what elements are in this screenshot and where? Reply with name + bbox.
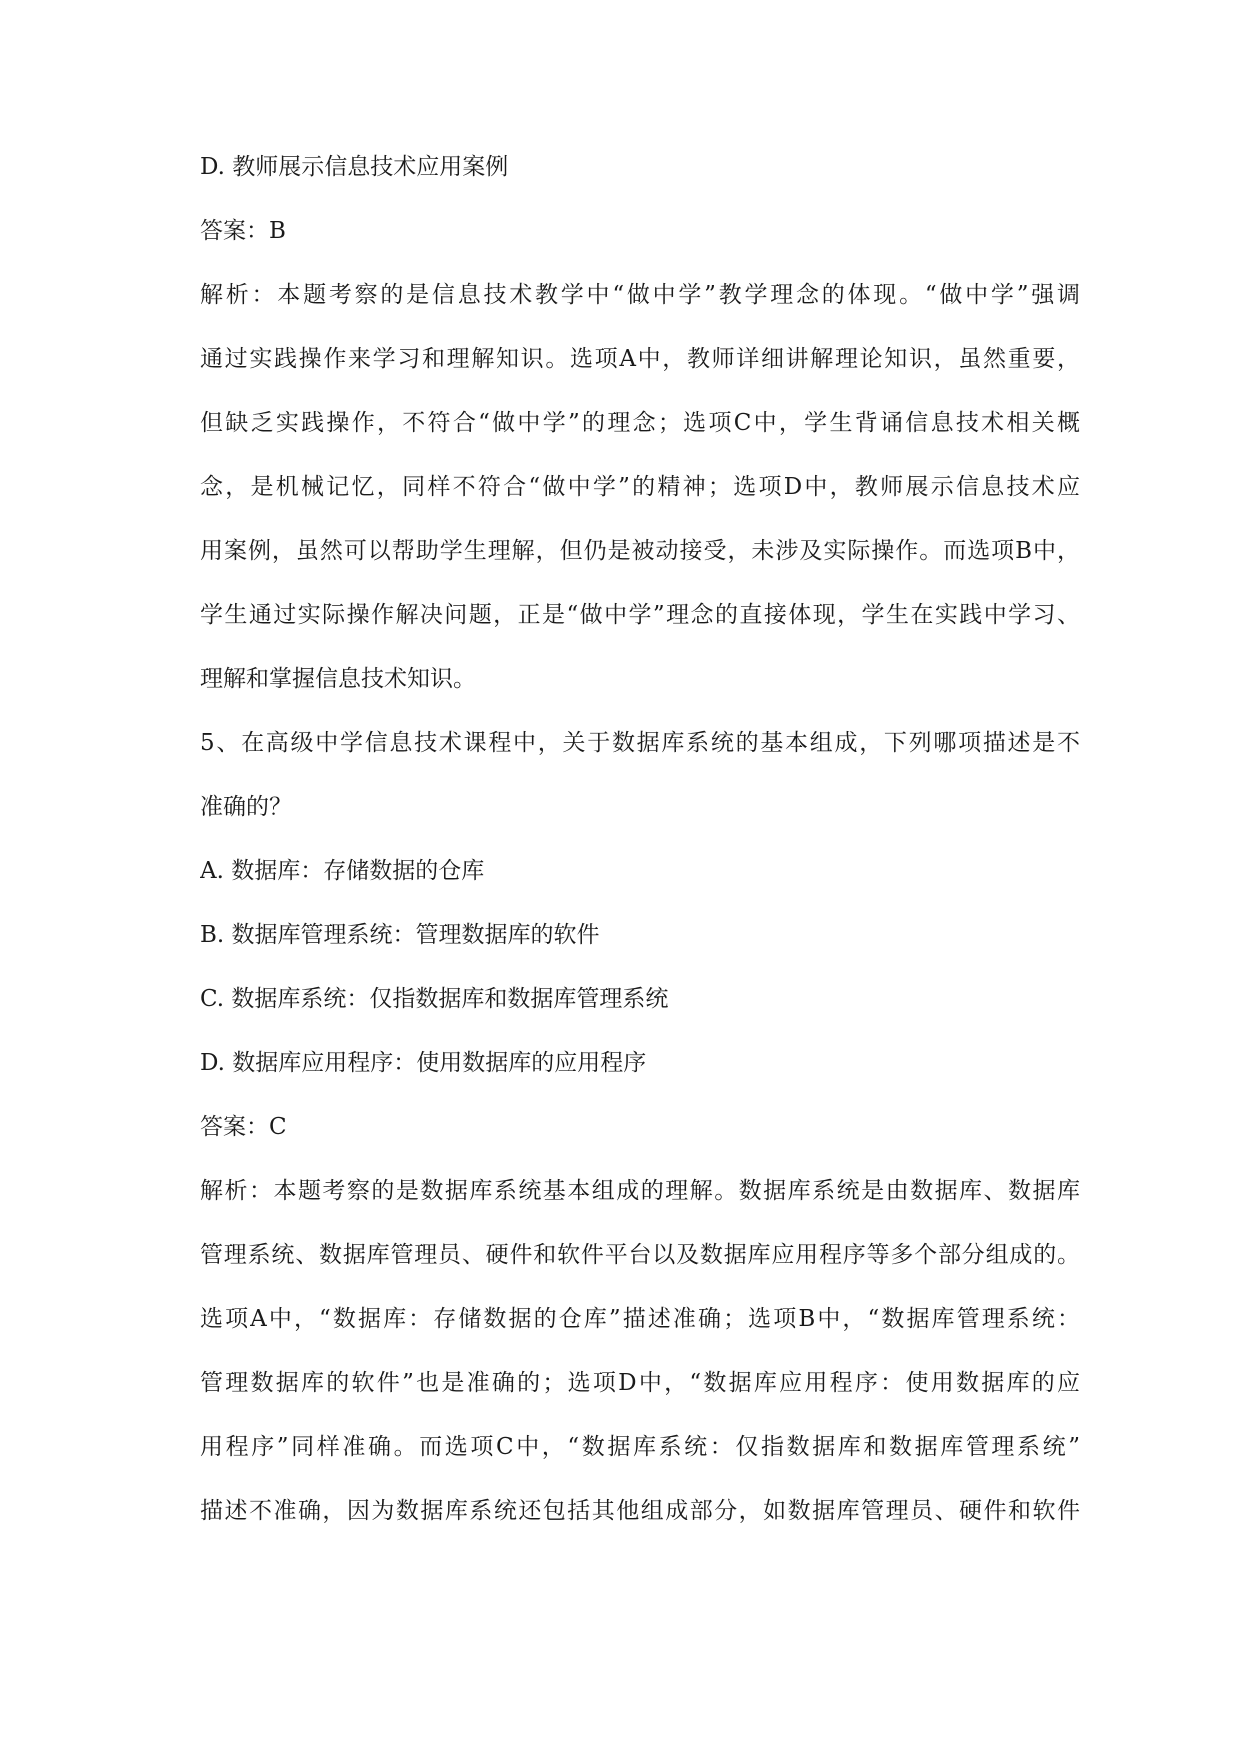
analysis-paragraph-line: 用案例，虽然可以帮助学生理解，但仍是被动接受，未涉及实际操作。而选项B中， xyxy=(200,538,1080,564)
option-d-line: D. 数据库应用程序：使用数据库的应用程序 xyxy=(200,1050,647,1076)
analysis-paragraph-line: 但缺乏实践操作，不符合“做中学”的理念；选项C中，学生背诵信息技术相关概 xyxy=(200,410,1080,436)
analysis-paragraph-line: 描述不准确，因为数据库系统还包括其他组成部分，如数据库管理员、硬件和软件 xyxy=(200,1498,1080,1524)
option-a-line: A. 数据库：存储数据的仓库 xyxy=(200,858,485,884)
analysis-paragraph-line: 理解和掌握信息技术知识。 xyxy=(200,666,476,692)
option-d-line: D. 教师展示信息技术应用案例 xyxy=(200,154,509,180)
question-5-line: 5、在高级中学信息技术课程中，关于数据库系统的基本组成，下列哪项描述是不 xyxy=(200,730,1080,756)
analysis-paragraph-line: 念，是机械记忆，同样不符合“做中学”的精神；选项D中，教师展示信息技术应 xyxy=(200,474,1080,500)
analysis-paragraph-line: 管理数据库的软件”也是准确的；选项D中，“数据库应用程序：使用数据库的应 xyxy=(200,1370,1080,1396)
document-page xyxy=(200,135,1080,1543)
answer-line: 答案：C xyxy=(200,1114,287,1140)
analysis-paragraph-line: 选项A中，“数据库：存储数据的仓库”描述准确；选项B中，“数据库管理系统： xyxy=(200,1306,1080,1332)
analysis-paragraph-line: 管理系统、数据库管理员、硬件和软件平台以及数据库应用程序等多个部分组成的。 xyxy=(200,1242,1080,1268)
option-c-line: C. 数据库系统：仅指数据库和数据库管理系统 xyxy=(200,986,669,1012)
analysis-paragraph-line: 解析：本题考察的是信息技术教学中“做中学”教学理念的体现。“做中学”强调 xyxy=(200,282,1080,308)
analysis-paragraph-line: 用程序”同样准确。而选项C中，“数据库系统：仅指数据库和数据库管理系统” xyxy=(200,1434,1080,1460)
analysis-paragraph-line: 解析：本题考察的是数据库系统基本组成的理解。数据库系统是由数据库、数据库 xyxy=(200,1178,1080,1204)
question-5-line: 准确的？ xyxy=(200,794,292,820)
analysis-paragraph-line: 学生通过实际操作解决问题，正是“做中学”理念的直接体现，学生在实践中学习、 xyxy=(200,602,1080,628)
answer-line: 答案：B xyxy=(200,218,286,244)
analysis-paragraph-line: 通过实践操作来学习和理解知识。选项A中，教师详细讲解理论知识，虽然重要， xyxy=(200,346,1080,372)
option-b-line: B. 数据库管理系统：管理数据库的软件 xyxy=(200,922,600,948)
